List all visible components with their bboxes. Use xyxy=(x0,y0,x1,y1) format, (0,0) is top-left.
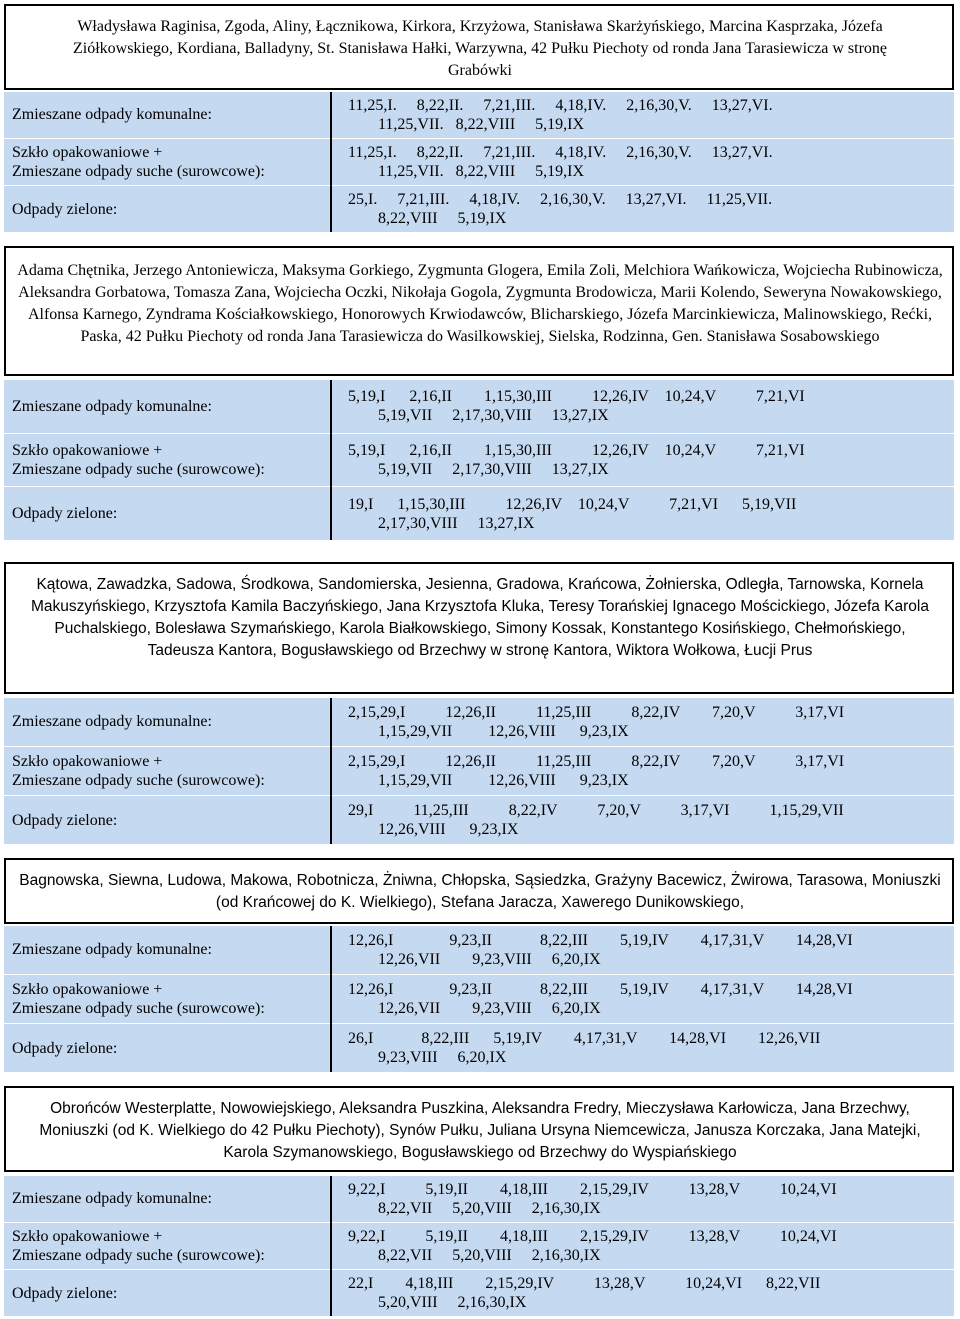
row-green xyxy=(4,796,954,844)
dates-glass: 12,26,I 9,23,II 8,22,III 5,19,IV 4,17,31,V 14,28,VI 12,26,VII 9,23,VIII 6,20,IX xyxy=(331,974,954,1023)
dates-green: 29,I 11,25,III 8,22,IV 7,20,V 3,17,VI 1,15,29,VII 12,26,VIII 9,23,IX xyxy=(331,796,954,844)
schedule-table-4 xyxy=(4,926,954,1072)
row-mixed xyxy=(4,1176,954,1222)
streets-text-4: Bagnowska, Siewna, Ludowa, Makowa, Robotnicza, Żniwna, Chłopska, Sąsiedzka, Grażyny Bacewicz, Żwirowa, Tarasowa, Moniuszki (od Krańcowej do K. Wielkiego), Stefana Jaracza, Xawerego Dunikowskiego, xyxy=(19,872,941,911)
row-glass xyxy=(4,433,954,487)
schedule-table-5 xyxy=(4,1176,954,1316)
label-glass: Szkło opakowaniowe + Zmieszane odpady suche (surowcowe): xyxy=(4,1222,331,1269)
row-mixed xyxy=(4,92,954,138)
label-green: Odpady zielone: xyxy=(4,796,331,844)
dates-mixed: 12,26,I 9,23,II 8,22,III 5,19,IV 4,17,31,V 14,28,VI 12,26,VII 9,23,VIII 6,20,IX xyxy=(348,931,853,968)
schedule-table-1 xyxy=(4,92,954,232)
dates-mixed: 5,19,I 2,16,II 1,15,30,III 12,26,IV 10,24,V 7,21,VI 5,19,VII 2,17,30,VIII 13,27,IX xyxy=(348,388,805,425)
streets-text-2: Adama Chętnika, Jerzego Antoniewicza, Maksyma Gorkiego, Zygmunta Glogera, Emila Zoli, Melchiora Wańkowicza, Wojciecha Rubinowicza, Aleksandra Gorbatowa, Tomasza Zana, Wojciecha Oczki, Nikołaja Gogola, Zygmunta Brodowicza, Marii Kolendo, Seweryna Nowakowskiego, Alfonsa Karnego, Zyndrama Kościałkowskiego, Honorowych Krwiodawców, Blicharskiego, Józefa Marcinkiewicza, Malinowskiego, Rećki, Paska, 42 Pułku Piechoty od ronda Jana Tarasiewicza do Wasilkowskiej, Sielska, Rodzinna, Gen. Stanisława Sosabowskiego xyxy=(17,262,943,345)
dates-glass: 11,25,I. 8,22,II. 7,21,III. 4,18,IV. 2,16,30,V. 13,27,VI. 11,25,VII. 8,22,VIII 5,19,IX xyxy=(331,138,954,185)
schedule-table-3 xyxy=(4,698,954,844)
label-mixed: Zmieszane odpady komunalne: xyxy=(4,380,331,433)
dates-mixed: 2,15,29,I 12,26,II 11,25,III 8,22,IV 7,20,V 3,17,VI 1,15,29,VII 12,26,VIII 9,23,IX xyxy=(348,703,845,740)
dates-glass: 9,22,I 5,19,II 4,18,III 2,15,29,IV 13,28,V 10,24,VI 8,22,VII 5,20,VIII 2,16,30,IX xyxy=(331,1222,954,1269)
row-mixed xyxy=(4,380,954,433)
label-glass: Szkło opakowaniowe + Zmieszane odpady suche (surowcowe): xyxy=(4,974,331,1023)
label-green: Odpady zielone: xyxy=(4,1270,331,1316)
row-mixed xyxy=(4,926,954,974)
label-mixed: Zmieszane odpady komunalne: xyxy=(4,926,331,974)
dates-green: 26,I 8,22,III 5,19,IV 4,17,31,V 14,28,VI 12,26,VII 9,23,VIII 6,20,IX xyxy=(331,1024,954,1072)
label-glass: Szkło opakowaniowe + Zmieszane odpady suche (surowcowe): xyxy=(4,746,331,795)
dates-green: 22,I 4,18,III 2,15,29,IV 13,28,V 10,24,VI 8,22,VII 5,20,VIII 2,16,30,IX xyxy=(331,1270,954,1316)
dates-green: 19,I 1,15,30,III 12,26,IV 10,24,V 7,21,VI 5,19,VII 2,17,30,VIII 13,27,IX xyxy=(331,487,954,540)
row-glass xyxy=(4,138,954,185)
dates-mixed: 9,22,I 5,19,II 4,18,III 2,15,29,IV 13,28,V 10,24,VI 8,22,VII 5,20,VIII 2,16,30,IX xyxy=(348,1180,837,1217)
row-mixed xyxy=(4,698,954,746)
streets-text-5: Obrońców Westerplatte, Nowowiejskiego, Aleksandra Puszkina, Aleksandra Fredry, Mieczysława Karłowicza, Jana Brzechwy, Moniuszki (od K. Wielkiego do 42 Pułku Piechoty), Synów Pułku, Juliana Ursyna Niemcewicza, Janusza Korczaka, Jana Matejki, Karola Szymanowskiego, Bogusławskiego od Brzechwy do Wyspiańskiego xyxy=(39,1100,921,1161)
label-green: Odpady zielone: xyxy=(4,487,331,540)
label-green: Odpady zielone: xyxy=(4,1024,331,1072)
row-glass xyxy=(4,974,954,1023)
streets-text-3: Kątowa, Zawadzka, Sadowa, Środkowa, Sandomierska, Jesienna, Gradowa, Krańcowa, Żołnierska, Odległa, Tarnowska, Kornela Makuszyńskiego, Krzysztofa Kamila Baczyńskiego, Jana Krzysztofa Kluka, Teresy Torańskiej Ignacego Mościckiego, Józefa Karola Puchalskiego, Bolesława Szymańskiego, Karola Białkowskiego, Simony Kossak, Konstantego Kosińskiego, Chełmońskiego, Tadeusza Kantora, Bogusławskiego od Brzechwy w stronę Kantora, Wiktora Wołkowa, Łucji Prus xyxy=(31,576,929,659)
schedule-table-2 xyxy=(4,380,954,540)
streets-text-1: Władysława Raginisa, Zgoda, Aliny, Łącznikowa, Kirkora, Krzyżowa, Stanisława Skarżyńskiego, Marcina Kasprzaka, Józefa Ziółkowskiego, Kordiana, Balladyny, St. Stanisława Hałki, Warzywna, 42 Pułku Piechoty od ronda Jana Tarasiewicza w stronę Grabówki xyxy=(72,18,887,79)
row-glass xyxy=(4,1222,954,1269)
dates-mixed: 11,25,I. 8,22,II. 7,21,III. 4,18,IV. 2,16,30,V. 13,27,VI. 11,25,VII. 8,22,VIII 5,19,IX xyxy=(348,96,773,133)
label-green: Odpady zielone: xyxy=(4,186,331,232)
dates-glass: 5,19,I 2,16,II 1,15,30,III 12,26,IV 10,24,V 7,21,VI 5,19,VII 2,17,30,VIII 13,27,IX xyxy=(331,433,954,487)
label-mixed: Zmieszane odpady komunalne: xyxy=(4,92,331,138)
dates-green: 25,I. 7,21,III. 4,18,IV. 2,16,30,V. 13,27,VI. 11,25,VII. 8,22,VIII 5,19,IX xyxy=(331,186,954,232)
dates-glass: 2,15,29,I 12,26,II 11,25,III 8,22,IV 7,20,V 3,17,VI 1,15,29,VII 12,26,VIII 9,23,IX xyxy=(331,746,954,795)
label-mixed: Zmieszane odpady komunalne: xyxy=(4,698,331,746)
row-green xyxy=(4,186,954,232)
label-mixed: Zmieszane odpady komunalne: xyxy=(4,1176,331,1222)
row-glass xyxy=(4,746,954,795)
row-green xyxy=(4,1024,954,1072)
label-glass: Szkło opakowaniowe + Zmieszane odpady suche (surowcowe): xyxy=(4,138,331,185)
label-glass: Szkło opakowaniowe + Zmieszane odpady suche (surowcowe): xyxy=(4,433,331,487)
row-green xyxy=(4,1270,954,1316)
row-green xyxy=(4,487,954,540)
